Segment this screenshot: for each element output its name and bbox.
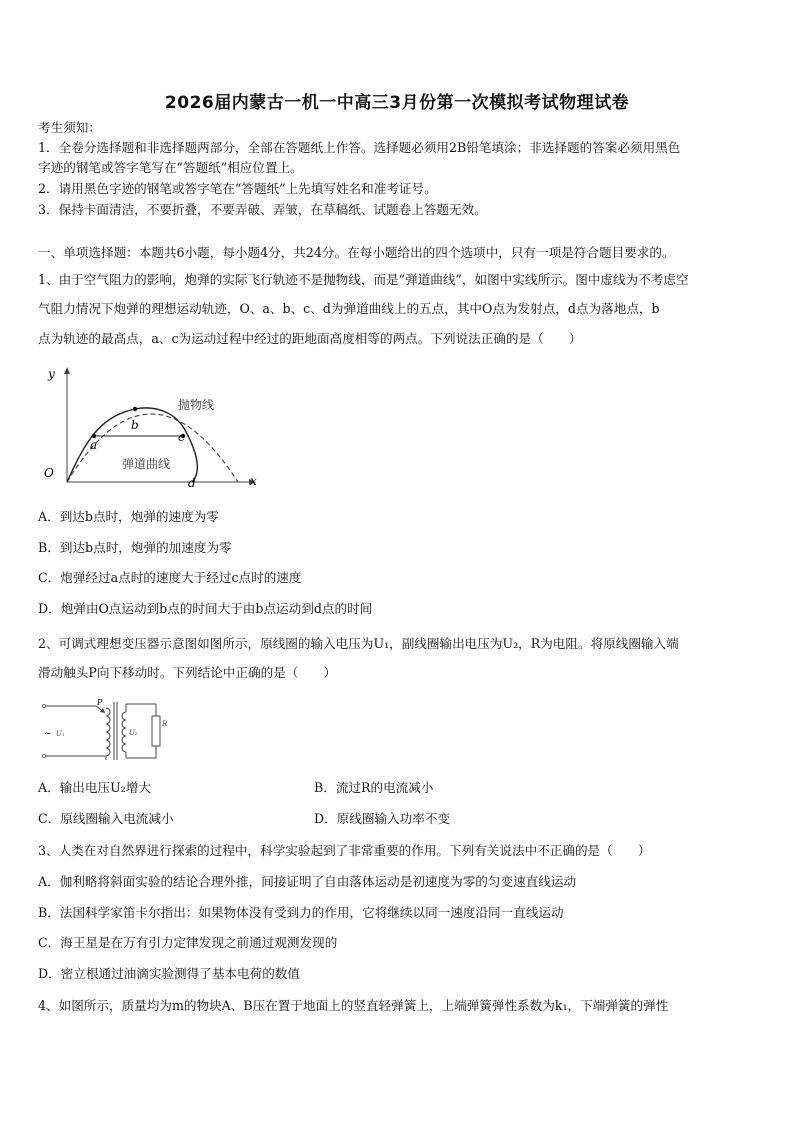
q1-stem-line-1: 1、由于空气阻力的影响，炮弹的实际飞行轨迹不是抛物线，而是“弹道曲线”，如图中实线所示。图中虚线为不考虑空 (38, 272, 689, 287)
notice-item-3: 3．保持卡面清洁，不要折叠，不要弄破、弄皱，在草稿纸、试题卷上答题无效。 (38, 202, 487, 217)
y-axis-label: y (48, 367, 55, 381)
terminal-bottom (42, 754, 45, 757)
notice-item-1: 1．全卷分选择题和非选择题两部分，全部在答题纸上作答。选择题必须用2B铅笔填涂；非选择题的答案必须用黑色 (38, 140, 681, 155)
origin-label: O (44, 466, 54, 480)
point-d-label: d (188, 476, 196, 490)
q3-option-d: D．密立根通过油滴实验测得了基本电荷的数值 (38, 966, 300, 981)
q3-option-a: A．伽利略将斜面实验的结论合理外推，间接证明了自由落体运动是初速度为零的匀变速直线运动 (38, 874, 577, 889)
q2-option-b: B．流过R的电流减小 (314, 780, 434, 795)
point-c-label: c (178, 430, 185, 444)
q1-stem-line-3: 点为轨迹的最高点，a、c为运动过程中经过的距地面高度相等的两点。下列说法正确的是（ ） (38, 331, 582, 346)
notice-item-1-cont: 字迹的钢笔或答字笔写在“答题纸”相应位置上。 (38, 160, 303, 175)
u1-label: U₁ (56, 730, 65, 738)
q2-stem-line-2: 滑动触头P向下移动时。下列结论中正确的是（ ） (38, 665, 337, 680)
u2-label: U₂ (129, 729, 138, 737)
x-axis-label: x (250, 474, 257, 488)
q3-option-c: C．海王星是在万有引力定律发现之前通过观测发现的 (38, 935, 338, 950)
section-heading: 一、单项选择题：本题共6小题，每小题4分，共24分。在每小题给出的四个选项中，只有一项是符合题目要求的。 (38, 245, 675, 260)
q1-option-d: D．炮弹由O点运动到b点的时间大于由b点运动到d点的时间 (38, 601, 373, 616)
point-a-label: a (90, 438, 98, 452)
q2-transformer-figure (40, 694, 170, 766)
primary-coil (106, 708, 110, 756)
q2-option-d: D．原线圈输入功率不变 (314, 811, 451, 826)
q2-option-a: A．输出电压U₂增大 (38, 780, 151, 795)
slider-p-label: P (97, 698, 103, 707)
ballistic-label: 弹道曲线 (122, 457, 171, 471)
y-axis-arrow-icon (64, 367, 70, 374)
parabola-label: 抛物线 (178, 398, 215, 412)
q1-option-b: B．到达b点时，炮弹的加速度为零 (38, 540, 232, 555)
point-b (133, 407, 137, 411)
notice-heading: 考生须知： (38, 120, 101, 135)
resistor-symbol (152, 716, 160, 746)
ac-source-icon: ~ (44, 729, 52, 739)
exam-title: 2026届内蒙古一机一中高三3月份第一次模拟考试物理试卷 (164, 93, 630, 113)
r-label: R (162, 720, 168, 728)
slider-arrow-icon (100, 708, 105, 713)
q3-stem: 3、人类在对自然界进行探索的过程中，科学实验起到了非常重要的作用。下列有关说法中不正确的是（ ） (38, 843, 651, 858)
q4-stem: 4、如图所示，质量均为m的物块A、B压在置于地面上的竖直轻弹簧上，上端弹簧弹性系数为k₁，下端弹簧的弹性 (38, 998, 669, 1013)
q3-option-b: B．法国科学家笛卡尔指出：如果物体没有受到力的作用，它将继续以同一速度沿同一直线运动 (38, 905, 564, 920)
q2-option-c: C．原线圈输入电流减小 (38, 811, 174, 826)
notice-item-2: 2．请用黑色字迹的钢笔或答字笔在“答题纸”上先填写姓名和准考证号。 (38, 181, 437, 196)
q1-option-a: A．到达b点时，炮弹的速度为零 (38, 509, 219, 524)
q1-stem-line-2: 气阻力情况下炮弹的理想运动轨迹，O、a、b、c、d为弹道曲线上的五点，其中O点为发射点，d点为落地点，b (38, 301, 660, 316)
q2-stem-line-1: 2、可调式理想变压器示意图如图所示，原线圈的输入电压为U₁，副线圈输出电压为U₂，R为电阻。将原线圈输入端 (38, 636, 679, 651)
q1-trajectory-figure (40, 364, 270, 494)
point-b-label: b (131, 418, 139, 432)
secondary-coil (122, 712, 126, 752)
terminal-top (42, 704, 45, 707)
q1-option-c: C．炮弹经过a点时的速度大于经过c点时的速度 (38, 570, 302, 585)
